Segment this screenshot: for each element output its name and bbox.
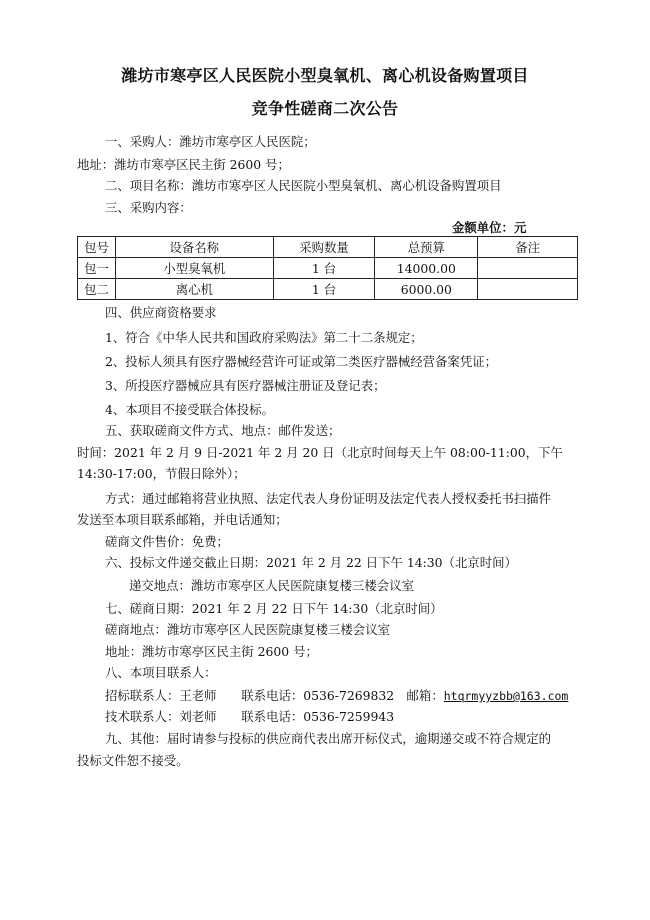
table-cell: 小型臭氧机 (115, 258, 273, 279)
table-header-cell: 备注 (478, 237, 578, 258)
table-header-cell: 包号 (78, 237, 116, 258)
acquisition-time-line: 14:30-17:00，节假日除外）； (77, 466, 246, 481)
project-name-line: 二、项目名称：潍坊市寒亭区人民医院小型臭氧机、离心机设备购置项目 (105, 178, 502, 193)
table-header-cell: 采购数量 (273, 237, 375, 258)
acquisition-method-line: 方式：通过邮箱将营业执照、法定代表人身份证明及法定代表人授权委托书扫描件 (105, 491, 552, 506)
acquisition-method-line: 发送至本项目联系邮箱，并电话通知； (77, 512, 288, 527)
table-row (78, 279, 578, 300)
table-cell: 6000.00 (375, 279, 478, 300)
table-cell: 14000.00 (375, 258, 478, 279)
other-notes-line: 投标文件恕不接受。 (77, 753, 189, 768)
table-cell: 离心机 (115, 279, 273, 300)
submission-location-line: 递交地点：潍坊市寒亭区人民医院康复楼三楼会议室 (129, 578, 414, 593)
purchaser-address: 地址：潍坊市寒亭区民主街 2600 号； (77, 157, 290, 172)
negotiation-date-line: 七、磋商日期：2021 年 2 月 22 日下午 14:30（北京时间） (105, 601, 443, 616)
procurement-table (77, 236, 578, 300)
table-header-cell: 总预算 (375, 237, 478, 258)
currency-unit-label: 金额单位：元 (452, 220, 527, 235)
table-cell (478, 279, 578, 300)
qualification-item: 4、本项目不接受联合体投标。 (105, 402, 274, 417)
submission-deadline-line: 六、投标文件递交截止日期：2021 年 2 月 22 日下午 14:30（北京时间） (105, 555, 517, 570)
qualification-item: 2、投标人须具有医疗器械经营许可证或第二类医疗器械经营备案凭证； (105, 354, 497, 369)
procurement-content-heading: 三、采购内容： (105, 200, 192, 215)
contacts-heading: 八、本项目联系人： (105, 665, 217, 680)
table-cell: 包一 (78, 258, 116, 279)
document-acquisition-heading: 五、获取磋商文件方式、地点：邮件发送； (105, 423, 341, 438)
table-cell: 1 台 (273, 279, 375, 300)
table-cell (478, 258, 578, 279)
purchaser-line: 一、采购人：潍坊市寒亭区人民医院； (105, 134, 316, 149)
qualification-item: 1、符合《中华人民共和国政府采购法》第二十二条规定； (105, 330, 423, 345)
document-price-line: 磋商文件售价：免费； (105, 534, 229, 549)
acquisition-time-line: 时间：2021 年 2 月 9 日-2021 年 2 月 20 日（北京时间每天上午 08:00-11:00，下午 (77, 445, 563, 460)
negotiation-address-line: 地址：潍坊市寒亭区民主街 2600 号； (105, 644, 318, 659)
table-cell: 1 台 (273, 258, 375, 279)
qualification-item: 3、所投医疗器械应具有医疗器械注册证及登记表； (105, 378, 386, 393)
document-title: 潍坊市寒亭区人民医院小型臭氧机、离心机设备购置项目 (121, 66, 529, 85)
qualification-heading: 四、供应商资格要求 (105, 305, 217, 320)
table-row (78, 258, 578, 279)
technical-contact-line: 技术联系人：刘老师 联系电话：0536-7259943 (105, 709, 395, 724)
negotiation-location-line: 磋商地点：潍坊市寒亭区人民医院康复楼三楼会议室 (105, 622, 390, 637)
document-subtitle: 竞争性磋商二次公告 (251, 99, 399, 118)
tender-contact-text: 招标联系人：王老师 联系电话：0536-7269832 邮箱： (105, 688, 444, 703)
contact-email-link[interactable]: htqrmyyzbb@163.com (443, 689, 569, 703)
table-cell: 包二 (78, 279, 116, 300)
other-notes-line: 九、其他：届时请参与投标的供应商代表出席开标仪式，逾期递交或不符合规定的 (105, 731, 552, 746)
tender-contact-line (105, 688, 568, 704)
table-header-cell: 设备名称 (115, 237, 273, 258)
table-header-row (78, 237, 578, 258)
